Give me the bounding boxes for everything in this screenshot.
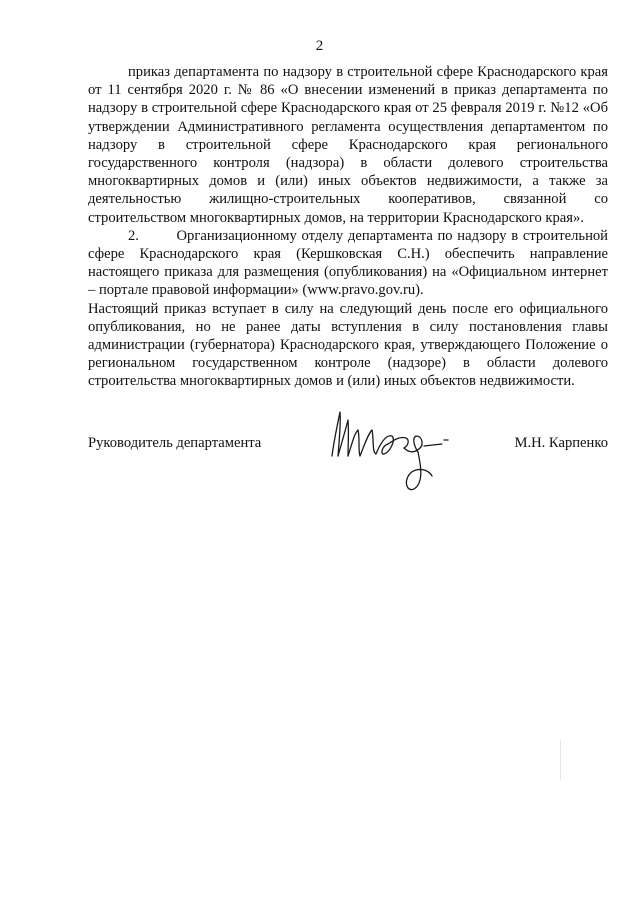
document-body (88, 63, 608, 391)
paragraph-effective-date: Настоящий приказ вступает в силу на следующий день после его официального опубликования, но не ранее даты вступления в силу постановления главы администрации (губернатора) Краснодарского края, утверждающего Положение о региональном государственном контроле (надзоре) в области долевого строительства многоквартирных домов и (или) иных объектов недвижимости. (88, 300, 608, 390)
paragraph-item-2 (88, 227, 608, 300)
item-text: Организационному отделу департамента по надзору в строительной сфере Краснодарского края (Кершковская С.Н.) обеспечить направление настоящего приказа для размещения (опубликования) на «Официальном интернет – портале правовой информации» (www.pravo.gov.ru). (88, 227, 608, 299)
signatory-name: М.Н. Карпенко (514, 435, 608, 451)
handwritten-signature (324, 400, 454, 500)
signatory-title: Руководитель департамента (88, 435, 262, 451)
page-number: 2 (315, 38, 324, 54)
scan-artifact-line (560, 740, 561, 780)
paragraph-order-reference: приказ департамента по надзору в строительной сфере Краснодарского края от 11 сентября 2020 г. № 86 «О внесении изменений в приказ департамента по надзору в строительной сфере Краснодарского края от 25 февраля 2019 г. №12 «Об утверждении Административного регламента осуществления департаментом по надзору в строительной сфере Краснодарского края регионального государственного контроля (надзора) в области долевого строительства многоквартирных домов и (или) иных объектов недвижимости, а также за деятельностью жилищно-строительных кооперативов, связанной со строительством многоквартирных домов, на территории Краснодарского края». (88, 64, 608, 226)
item-number: 2. (128, 227, 139, 244)
signature-block (88, 434, 608, 514)
